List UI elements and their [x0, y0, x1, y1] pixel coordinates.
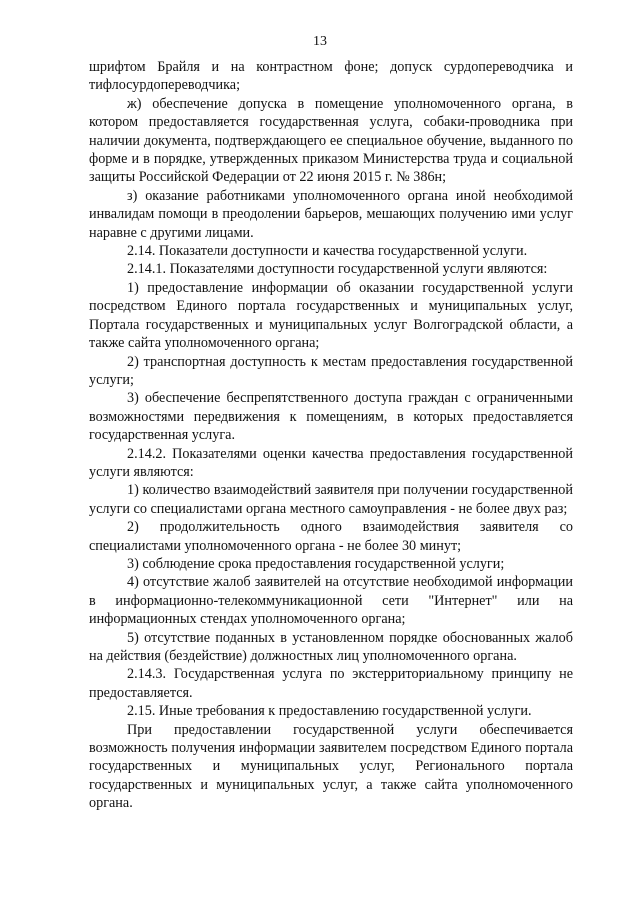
list-item-quality-3: 3) соблюдение срока предоставления государственной услуги;: [127, 555, 505, 572]
paragraph-guide-dog: ж) обеспечение допуска в помещение уполномоченного органа, в котором предоставляется государственная услуга, собаки-проводника при наличии документа, подтверждающего ее специальное обучение, выданного по форме и в порядке, утвержденных приказом Министерства труда и социальной защиты Российской Федерации от 22 июня 2015 г. № 386н;: [89, 95, 573, 186]
section-heading-2-14-2: 2.14.2. Показателями оценки качества предоставления государственной услуги являются:: [89, 445, 573, 480]
list-item-accessibility-3: 3) обеспечение беспрепятственного доступа граждан с ограниченными возможностями передвижения к помещениям, в которых предоставляется государственная услуга.: [89, 390, 573, 444]
list-item-quality-4: 4) отсутствие жалоб заявителей на отсутствие необходимой информации в информационно-телекоммуникационной сети "Интернет" или на информационных стендах уполномоченного органа;: [89, 574, 573, 628]
list-item-quality-5: 5) отсутствие поданных в установленном порядке обоснованных жалоб на действия (бездействие) должностных лиц уполномоченного органа.: [89, 629, 573, 664]
document-body: [89, 58, 573, 813]
section-heading-2-14-1: 2.14.1. Показателями доступности государственной услуги являются:: [127, 261, 548, 278]
paragraph-other-requirements: При предоставлении государственной услуги обеспечивается возможность получения информации заявителем посредством Единого портала государственных и муниципальных услуг, Регионального портала государственных и муниципальных услуг, а также сайта уполномоченного органа.: [89, 721, 573, 812]
list-item-accessibility-2: 2) транспортная доступность к местам предоставления государственной услуги;: [89, 353, 573, 388]
section-heading-2-14: 2.14. Показатели доступности и качества государственной услуги.: [127, 243, 528, 260]
list-item-quality-1: 1) количество взаимодействий заявителя при получении государственной услуги со специалистами органа местного самоуправления - не более двух раз;: [89, 482, 573, 517]
section-heading-2-14-3: 2.14.3. Государственная услуга по экстерриториальному принципу не предоставляется.: [89, 666, 573, 701]
paragraph-staff-assistance: з) оказание работниками уполномоченного органа иной необходимой инвалидам помощи в преодолении барьеров, мешающих получению ими услуг наравне с другими лицами.: [89, 187, 573, 241]
paragraph-braille-continuation: шрифтом Брайля и на контрастном фоне; допуск сурдопереводчика и тифлосурдопереводчика;: [89, 59, 573, 94]
section-heading-2-15: 2.15. Иные требования к предоставлению государственной услуги.: [127, 703, 532, 720]
list-item-quality-2: 2) продолжительность одного взаимодействия заявителя со специалистами уполномоченного органа - не более 30 минут;: [89, 519, 573, 554]
list-item-accessibility-1: 1) предоставление информации об оказании государственной услуги посредством Единого портала государственных и муниципальных услуг, Портала государственных и муниципальных услуг Волгоградской области, а также сайта уполномоченного органа;: [89, 279, 573, 352]
page-number: 13: [313, 34, 327, 49]
